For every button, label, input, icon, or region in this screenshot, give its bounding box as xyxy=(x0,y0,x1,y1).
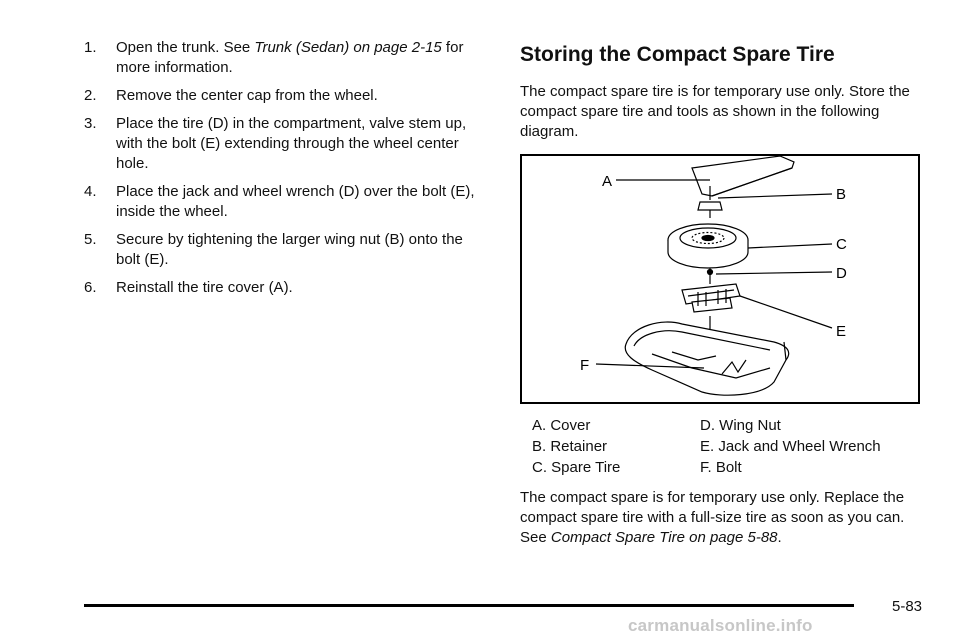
page-number: 5-83 xyxy=(892,598,923,615)
diagram-illustration xyxy=(522,156,918,402)
closing-paragraph xyxy=(520,488,924,548)
step-item xyxy=(84,38,484,78)
legend-item: F. Bolt xyxy=(700,459,742,476)
callout-a: A xyxy=(602,173,613,190)
callout-b: B xyxy=(836,186,847,203)
callout-d: D xyxy=(836,265,847,282)
closing-text: The compact spare is for temporary use only. Replace the compact spare tire with a full-size tire as soon as you can. See xyxy=(520,489,905,546)
step-text: Reinstall the tire cover (A). xyxy=(116,279,293,296)
legend-item: A. Cover xyxy=(532,417,591,434)
step-text: Place the jack and wheel wrench (D) over the bolt (E), inside the wheel. xyxy=(116,183,475,220)
spare-tire-diagram xyxy=(520,154,920,404)
callout-e: E xyxy=(836,323,847,340)
step-number: 1. xyxy=(84,39,97,56)
site-watermark: carmanualsonline.info xyxy=(628,616,813,635)
step-item xyxy=(84,86,484,106)
step-item xyxy=(84,114,484,174)
step-number: 6. xyxy=(84,279,97,296)
callout-f: F xyxy=(580,357,590,374)
spare-tire-section xyxy=(520,42,924,560)
section-heading: Storing the Compact Spare Tire xyxy=(520,43,835,66)
cross-reference-link[interactable]: Trunk (Sedan) on page 2-15 xyxy=(254,39,442,56)
callout-c: C xyxy=(836,236,847,253)
step-number: 5. xyxy=(84,231,97,248)
step-number: 2. xyxy=(84,87,97,104)
diagram-legend xyxy=(532,416,924,478)
legend-item: C. Spare Tire xyxy=(532,459,621,476)
step-text-part: Open the trunk. See xyxy=(116,39,255,56)
cross-reference-link[interactable]: Compact Spare Tire on page 5-88 xyxy=(550,529,778,546)
step-item xyxy=(84,278,484,298)
legend-item: E. Jack and Wheel Wrench xyxy=(700,438,881,455)
step-number: 3. xyxy=(84,115,97,132)
step-text xyxy=(116,38,484,78)
legend-item: D. Wing Nut xyxy=(700,417,781,434)
step-text: Place the tire (D) in the compartment, valve stem up, with the bolt (E) extending through the wheel center hole. xyxy=(116,115,467,172)
step-number: 4. xyxy=(84,183,97,200)
step-item xyxy=(84,182,484,222)
intro-paragraph: The compact spare tire is for temporary use only. Store the compact spare tire and tools as shown in the following diagram. xyxy=(520,83,910,140)
footer-rule xyxy=(84,604,854,607)
step-text: Secure by tightening the larger wing nut (B) onto the bolt (E). xyxy=(116,231,463,268)
step-text: Remove the center cap from the wheel. xyxy=(116,87,378,104)
instruction-steps xyxy=(84,38,484,306)
step-text-part: for more information. xyxy=(116,39,464,76)
legend-item: B. Retainer xyxy=(532,438,608,455)
step-item xyxy=(84,230,484,270)
closing-text: . xyxy=(777,529,782,546)
